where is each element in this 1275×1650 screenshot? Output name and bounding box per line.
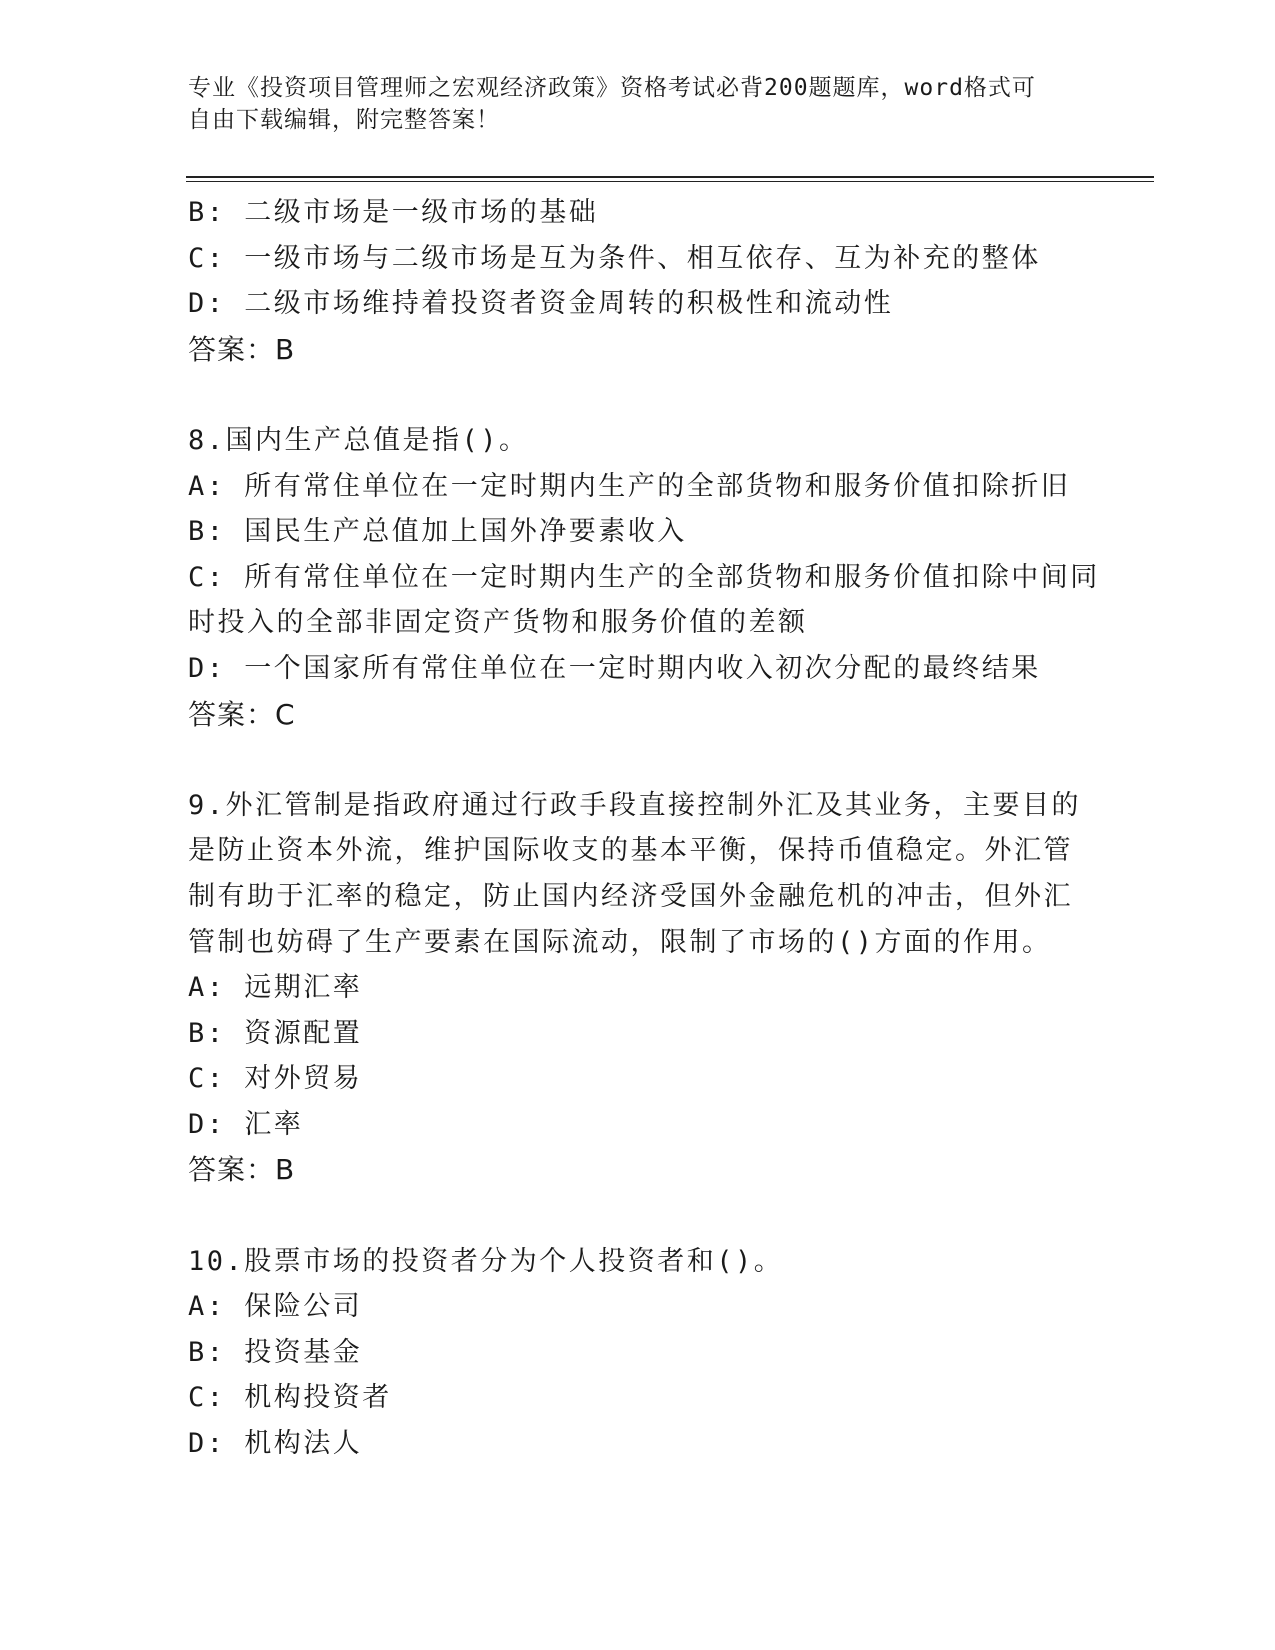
option-b: B: 投资基金 — [188, 1336, 363, 1368]
option-a: A: 远期汇率 — [188, 972, 363, 1004]
question-text: 8.国内生产总值是指()。 — [188, 424, 529, 456]
option-b: B: 二级市场是一级市场的基础 — [188, 197, 599, 228]
option-d: D: 二级市场维持着投资者资金周转的积极性和流动性 — [188, 288, 894, 320]
option-b: B: 资源配置 — [188, 1017, 363, 1049]
option-d: D: 汇率 — [188, 1108, 304, 1140]
question-text-3: 制有助于汇率的稳定，防止国内经济受国外金融危机的冲击，但外汇 — [188, 880, 1073, 912]
question-text-4: 管制也妨碍了生产要素在国际流动，限制了市场的()方面的作用。 — [188, 926, 1052, 958]
header-line-2: 自由下载编辑，附完整答案！ — [188, 107, 500, 133]
option-a: A: 保险公司 — [188, 1291, 363, 1323]
option-d: D: 机构法人 — [188, 1428, 363, 1460]
question-text-2: 是防止资本外流，维护国际收支的基本平衡，保持币值稳定。外汇管 — [188, 835, 1073, 867]
question-10 — [188, 1239, 1088, 1467]
option-d: D: 一个国家所有常住单位在一定时期内收入初次分配的最终结果 — [188, 652, 1041, 684]
question-8 — [188, 418, 1100, 737]
option-c-continued: 时投入的全部非固定资产货物和服务价值的差额 — [188, 607, 808, 639]
header-rule-thin — [186, 181, 1154, 182]
option-c: C: 机构投资者 — [188, 1382, 392, 1414]
option-b: B: 国民生产总值加上国外净要素收入 — [188, 516, 687, 548]
header-rule — [186, 176, 1154, 178]
question-9 — [188, 783, 1088, 1193]
answer: 答案：B — [188, 332, 296, 366]
option-c: C: 所有常住单位在一定时期内生产的全部货物和服务价值扣除中间同 — [188, 561, 1100, 593]
option-a: A: 所有常住单位在一定时期内生产的全部货物和服务价值扣除折旧 — [188, 470, 1071, 502]
document-header — [188, 72, 1088, 136]
question-text: 9.外汇管制是指政府通过行政手段直接控制外汇及其业务，主要目的 — [188, 789, 1082, 821]
question-text: 10.股票市场的投资者分为个人投资者和()。 — [188, 1245, 784, 1277]
header-line-1: 专业《投资项目管理师之宏观经济政策》资格考试必背200题题库，word格式可 — [188, 75, 1036, 101]
document-body — [188, 190, 1100, 1467]
option-c: C: 对外贸易 — [188, 1063, 363, 1095]
question-7 — [188, 190, 1088, 372]
answer: 答案：B — [188, 1153, 296, 1187]
option-c: C: 一级市场与二级市场是互为条件、相互依存、互为补充的整体 — [188, 242, 1041, 274]
answer: 答案：C — [188, 697, 296, 731]
